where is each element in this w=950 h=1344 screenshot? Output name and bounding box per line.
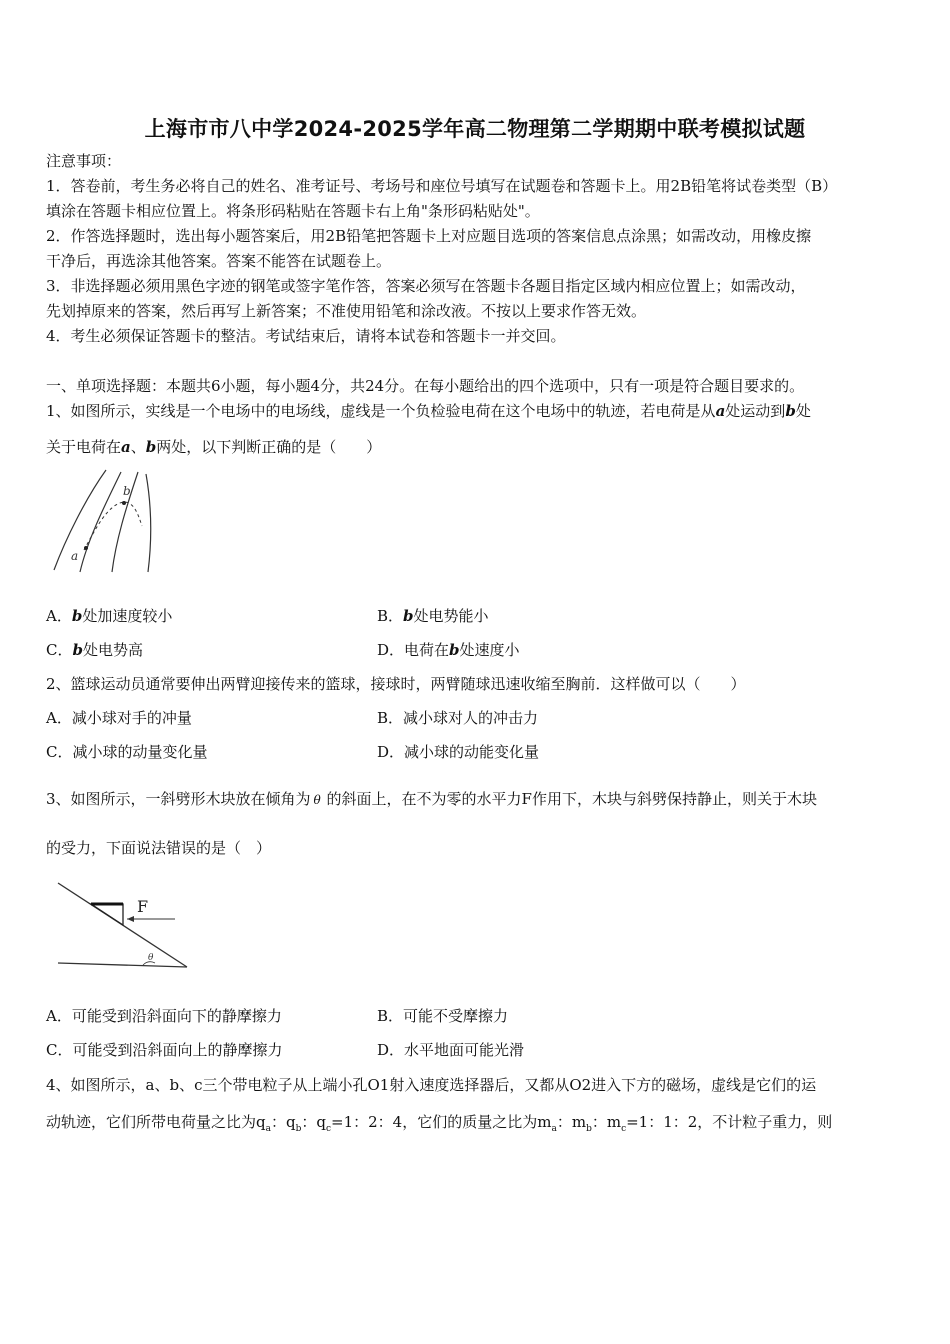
page-title: 上海市市八中学2024-2025学年高二物理第二学期期中联考模拟试题 bbox=[144, 117, 806, 141]
notice-heading: 注意事项： bbox=[46, 152, 122, 170]
q3-stem-line2: 的受力，下面说法错误的是（ ） bbox=[46, 839, 272, 857]
notice-line: 先划掉原来的答案，然后再写上新答案；不准使用铅笔和涂改液。不按以上要求作答无效。 bbox=[46, 302, 647, 320]
q4-stem-line2: 动轨迹，它们所带电荷量之比为$q_a$：$q_b$：$q_c=1$：2：4，它们的质量之比为$m_a$：$m_b$：$m_c=1$：1：2，不计粒子重力，则 bbox=[46, 1113, 833, 1134]
q2-option-d[interactable]: D．减小球的动能变化量 bbox=[377, 743, 540, 761]
notice-line: 填涂在答题卡相应位置上。将条形码粘贴在答题卡右上角"条形码粘贴处"。 bbox=[46, 202, 540, 220]
section-heading: 一、单项选择题：本题共6小题，每小题4分，共24分。在每小题给出的四个选项中，只有一项是符合题目要求的。 bbox=[46, 377, 805, 395]
point-b-label: b bbox=[123, 484, 131, 498]
notice-line: 4．考生必须保证答题卡的整洁。考试结束后，请将本试卷和答题卡一并交回。 bbox=[46, 327, 566, 345]
q1-option-a[interactable]: A．b处加速度较小 bbox=[46, 607, 173, 625]
q1-option-d[interactable]: D．电荷在b处速度小 bbox=[377, 641, 520, 659]
q1-option-b[interactable]: B．b处电势能小 bbox=[377, 607, 489, 625]
q2-option-c[interactable]: C．减小球的动量变化量 bbox=[46, 743, 208, 761]
q2-stem: 2、篮球运动员通常要伸出两臂迎接传来的篮球，接球时，两臂随球迅速收缩至胸前．这样做可以（ ） bbox=[46, 675, 746, 693]
q3-option-d[interactable]: D．水平地面可能光滑 bbox=[377, 1041, 525, 1059]
q1-field-diagram bbox=[46, 468, 166, 578]
theta-symbol: θ bbox=[313, 793, 321, 807]
q1-stem-line1: 1、如图所示，实线是一个电场中的电场线，虚线是一个负检验电荷在这个电场中的轨迹，若电荷是从a处运动到b处 bbox=[46, 402, 811, 420]
q1-option-c[interactable]: C．b处电势高 bbox=[46, 641, 143, 659]
notice-line: 1．答卷前，考生务必将自己的姓名、准考证号、考场号和座位号填写在试题卷和答题卡上。用2B铅笔将试卷类型（B） bbox=[46, 177, 838, 195]
q3-option-a[interactable]: A．可能受到沿斜面向下的静摩擦力 bbox=[46, 1007, 282, 1025]
q3-option-c[interactable]: C．可能受到沿斜面向上的静摩擦力 bbox=[46, 1041, 283, 1059]
q2-option-b[interactable]: B．减小球对人的冲击力 bbox=[377, 709, 539, 727]
angle-label: θ bbox=[148, 953, 154, 963]
force-label: F bbox=[137, 897, 149, 916]
q1-stem-line2: 关于电荷在a、b两处，以下判断正确的是（ ） bbox=[46, 438, 382, 456]
point-a-label: a bbox=[71, 549, 79, 563]
notice-line: 干净后，再选涂其他答案。答案不能答在试题卷上。 bbox=[46, 252, 392, 270]
notice-line: 2．作答选择题时，选出每小题答案后，用2B铅笔把答题卡上对应题目选项的答案信息点涂黑；如需改动，用橡皮擦 bbox=[46, 227, 812, 245]
notice-line: 3．非选择题必须用黑色字迹的钢笔或签字笔作答，答案必须写在答题卡各题目指定区域内相应位置上；如需改动， bbox=[46, 277, 806, 295]
q4-stem-line1: 4、如图所示，a、b、c三个带电粒子从上端小孔O1射入速度选择器后，又都从O2进入下方的磁场，虚线是它们的运 bbox=[46, 1076, 817, 1094]
q3-option-b[interactable]: B．可能不受摩擦力 bbox=[377, 1007, 509, 1025]
q3-stem-line1: 3、如图所示，一斜劈形木块放在倾角为 θ 的斜面上，在不为零的水平力F作用下，木块与斜劈保持静止，则关于木块 bbox=[46, 790, 817, 808]
q2-option-a[interactable]: A．减小球对手的冲量 bbox=[46, 709, 192, 727]
q3-incline-diagram bbox=[55, 875, 195, 975]
